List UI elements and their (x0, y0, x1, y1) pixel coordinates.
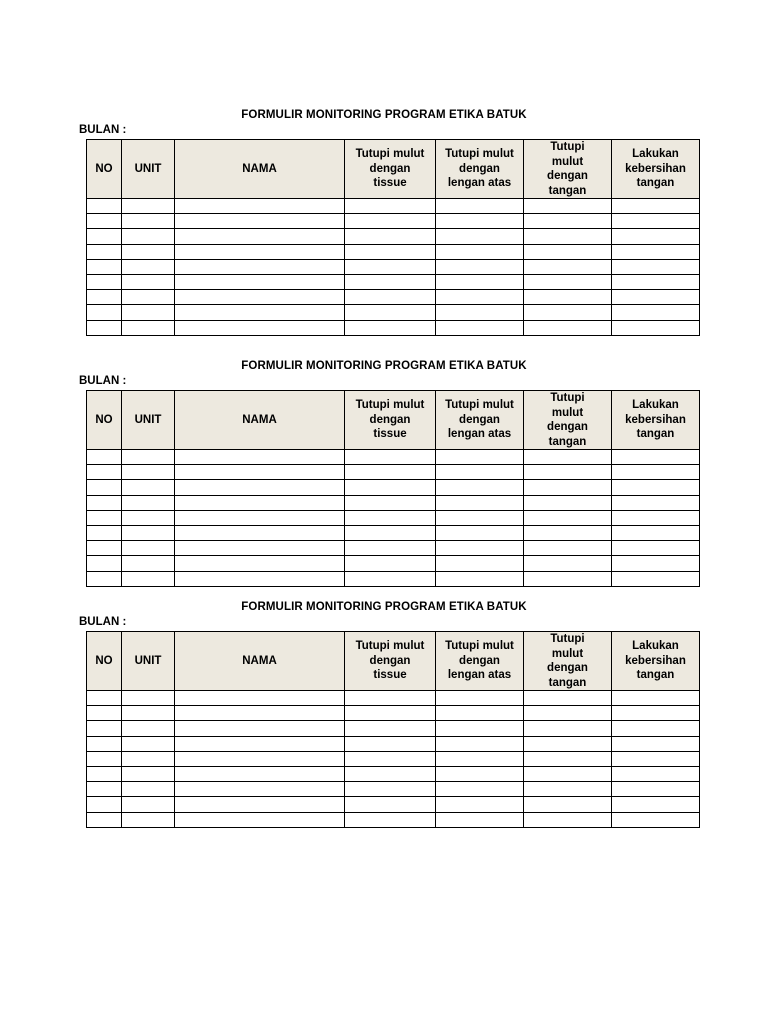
no-cell (87, 797, 122, 812)
table-row (87, 766, 700, 781)
lengan-atas-cell (436, 480, 524, 495)
unit-cell (122, 571, 175, 586)
tangan-cell (524, 782, 612, 797)
unit-cell (122, 691, 175, 706)
tissue-cell (345, 782, 436, 797)
tissue-cell (345, 450, 436, 465)
header-tissue: Tutupi mulut dengan tissue (345, 391, 436, 450)
tangan-cell (524, 556, 612, 571)
tissue-cell (345, 721, 436, 736)
tissue-cell (345, 812, 436, 827)
tissue-cell (345, 571, 436, 586)
header-no: NO (87, 140, 122, 199)
nama-cell (175, 495, 345, 510)
header-kebersihan-tangan: Lakukan kebersihan tangan (612, 140, 700, 199)
no-cell (87, 541, 122, 556)
kebersihan-tangan-cell (612, 571, 700, 586)
lengan-atas-cell (436, 320, 524, 335)
table-row (87, 305, 700, 320)
tissue-cell (345, 556, 436, 571)
no-cell (87, 480, 122, 495)
tangan-cell (524, 199, 612, 214)
unit-cell (122, 766, 175, 781)
tissue-cell (345, 274, 436, 289)
table-header-row (87, 632, 700, 691)
nama-cell (175, 751, 345, 766)
header-lengan-atas: Tutupi mulut dengan lengan atas (436, 632, 524, 691)
no-cell (87, 525, 122, 540)
table-row (87, 199, 700, 214)
tangan-cell (524, 525, 612, 540)
lengan-atas-cell (436, 274, 524, 289)
lengan-atas-cell (436, 465, 524, 480)
unit-cell (122, 495, 175, 510)
lengan-atas-cell (436, 706, 524, 721)
tangan-cell (524, 495, 612, 510)
tissue-cell (345, 229, 436, 244)
no-cell (87, 214, 122, 229)
table-row (87, 782, 700, 797)
nama-cell (175, 736, 345, 751)
unit-cell (122, 305, 175, 320)
kebersihan-tangan-cell (612, 736, 700, 751)
lengan-atas-cell (436, 450, 524, 465)
nama-cell (175, 571, 345, 586)
tissue-cell (345, 480, 436, 495)
header-tangan: Tutupi mulut dengan tangan (524, 391, 612, 450)
tangan-cell (524, 229, 612, 244)
kebersihan-tangan-cell (612, 691, 700, 706)
form-title: FORMULIR MONITORING PROGRAM ETIKA BATUK (241, 601, 527, 613)
lengan-atas-cell (436, 214, 524, 229)
table-row (87, 541, 700, 556)
nama-cell (175, 812, 345, 827)
no-cell (87, 782, 122, 797)
unit-cell (122, 259, 175, 274)
tangan-cell (524, 691, 612, 706)
lengan-atas-cell (436, 305, 524, 320)
no-cell (87, 766, 122, 781)
no-cell (87, 320, 122, 335)
tangan-cell (524, 244, 612, 259)
table-row (87, 274, 700, 289)
nama-cell (175, 320, 345, 335)
month-label: BULAN : (79, 375, 127, 387)
tangan-cell (524, 797, 612, 812)
nama-cell (175, 274, 345, 289)
no-cell (87, 465, 122, 480)
lengan-atas-cell (436, 691, 524, 706)
unit-cell (122, 450, 175, 465)
unit-cell (122, 510, 175, 525)
tangan-cell (524, 751, 612, 766)
tissue-cell (345, 541, 436, 556)
lengan-atas-cell (436, 571, 524, 586)
tissue-cell (345, 706, 436, 721)
unit-cell (122, 199, 175, 214)
tissue-cell (345, 244, 436, 259)
table-row (87, 290, 700, 305)
nama-cell (175, 244, 345, 259)
no-cell (87, 259, 122, 274)
tangan-cell (524, 571, 612, 586)
table-row (87, 721, 700, 736)
table-row (87, 525, 700, 540)
kebersihan-tangan-cell (612, 244, 700, 259)
no-cell (87, 244, 122, 259)
nama-cell (175, 721, 345, 736)
header-nama: NAMA (175, 632, 345, 691)
kebersihan-tangan-cell (612, 320, 700, 335)
kebersihan-tangan-cell (612, 541, 700, 556)
lengan-atas-cell (436, 541, 524, 556)
kebersihan-tangan-cell (612, 274, 700, 289)
header-unit: UNIT (122, 632, 175, 691)
table-row (87, 797, 700, 812)
lengan-atas-cell (436, 766, 524, 781)
no-cell (87, 691, 122, 706)
table-row (87, 450, 700, 465)
header-tissue: Tutupi mulut dengan tissue (345, 632, 436, 691)
nama-cell (175, 450, 345, 465)
header-nama: NAMA (175, 391, 345, 450)
lengan-atas-cell (436, 259, 524, 274)
nama-cell (175, 480, 345, 495)
unit-cell (122, 465, 175, 480)
tangan-cell (524, 766, 612, 781)
table-row (87, 259, 700, 274)
unit-cell (122, 751, 175, 766)
table-row (87, 706, 700, 721)
header-lengan-atas: Tutupi mulut dengan lengan atas (436, 140, 524, 199)
unit-cell (122, 320, 175, 335)
month-label: BULAN : (79, 616, 127, 628)
tangan-cell (524, 465, 612, 480)
tissue-cell (345, 510, 436, 525)
tangan-cell (524, 812, 612, 827)
kebersihan-tangan-cell (612, 305, 700, 320)
kebersihan-tangan-cell (612, 706, 700, 721)
kebersihan-tangan-cell (612, 766, 700, 781)
unit-cell (122, 229, 175, 244)
nama-cell (175, 525, 345, 540)
kebersihan-tangan-cell (612, 214, 700, 229)
monitoring-table (86, 631, 700, 828)
header-unit: UNIT (122, 391, 175, 450)
tangan-cell (524, 721, 612, 736)
table-row (87, 244, 700, 259)
tissue-cell (345, 305, 436, 320)
tangan-cell (524, 450, 612, 465)
tissue-cell (345, 751, 436, 766)
tissue-cell (345, 214, 436, 229)
unit-cell (122, 782, 175, 797)
nama-cell (175, 556, 345, 571)
tangan-cell (524, 706, 612, 721)
lengan-atas-cell (436, 244, 524, 259)
table-row (87, 465, 700, 480)
kebersihan-tangan-cell (612, 751, 700, 766)
nama-cell (175, 766, 345, 781)
table-row (87, 510, 700, 525)
tissue-cell (345, 797, 436, 812)
no-cell (87, 305, 122, 320)
tissue-cell (345, 766, 436, 781)
unit-cell (122, 290, 175, 305)
lengan-atas-cell (436, 510, 524, 525)
kebersihan-tangan-cell (612, 199, 700, 214)
nama-cell (175, 214, 345, 229)
table-row (87, 229, 700, 244)
lengan-atas-cell (436, 721, 524, 736)
tissue-cell (345, 199, 436, 214)
kebersihan-tangan-cell (612, 290, 700, 305)
nama-cell (175, 305, 345, 320)
unit-cell (122, 797, 175, 812)
tissue-cell (345, 691, 436, 706)
unit-cell (122, 214, 175, 229)
nama-cell (175, 691, 345, 706)
no-cell (87, 812, 122, 827)
table-row (87, 495, 700, 510)
kebersihan-tangan-cell (612, 495, 700, 510)
kebersihan-tangan-cell (612, 510, 700, 525)
tangan-cell (524, 274, 612, 289)
tangan-cell (524, 214, 612, 229)
unit-cell (122, 706, 175, 721)
tangan-cell (524, 736, 612, 751)
header-tangan: Tutupi mulut dengan tangan (524, 632, 612, 691)
table-header-row (87, 391, 700, 450)
table-row (87, 751, 700, 766)
no-cell (87, 495, 122, 510)
kebersihan-tangan-cell (612, 229, 700, 244)
no-cell (87, 571, 122, 586)
tangan-cell (524, 541, 612, 556)
no-cell (87, 751, 122, 766)
unit-cell (122, 244, 175, 259)
lengan-atas-cell (436, 782, 524, 797)
tissue-cell (345, 525, 436, 540)
header-kebersihan-tangan: Lakukan kebersihan tangan (612, 632, 700, 691)
nama-cell (175, 706, 345, 721)
tissue-cell (345, 259, 436, 274)
no-cell (87, 736, 122, 751)
lengan-atas-cell (436, 290, 524, 305)
header-no: NO (87, 632, 122, 691)
monitoring-table (86, 390, 700, 587)
lengan-atas-cell (436, 797, 524, 812)
tangan-cell (524, 290, 612, 305)
kebersihan-tangan-cell (612, 782, 700, 797)
kebersihan-tangan-cell (612, 450, 700, 465)
header-tangan: Tutupi mulut dengan tangan (524, 140, 612, 199)
header-unit: UNIT (122, 140, 175, 199)
tangan-cell (524, 480, 612, 495)
form-title: FORMULIR MONITORING PROGRAM ETIKA BATUK (241, 360, 527, 372)
header-nama: NAMA (175, 140, 345, 199)
nama-cell (175, 465, 345, 480)
tissue-cell (345, 290, 436, 305)
month-label: BULAN : (79, 124, 127, 136)
header-lengan-atas: Tutupi mulut dengan lengan atas (436, 391, 524, 450)
kebersihan-tangan-cell (612, 721, 700, 736)
table-row (87, 691, 700, 706)
kebersihan-tangan-cell (612, 465, 700, 480)
no-cell (87, 290, 122, 305)
header-kebersihan-tangan: Lakukan kebersihan tangan (612, 391, 700, 450)
kebersihan-tangan-cell (612, 812, 700, 827)
nama-cell (175, 797, 345, 812)
no-cell (87, 274, 122, 289)
tangan-cell (524, 305, 612, 320)
table-row (87, 320, 700, 335)
lengan-atas-cell (436, 495, 524, 510)
kebersihan-tangan-cell (612, 797, 700, 812)
lengan-atas-cell (436, 751, 524, 766)
header-no: NO (87, 391, 122, 450)
lengan-atas-cell (436, 199, 524, 214)
no-cell (87, 199, 122, 214)
kebersihan-tangan-cell (612, 556, 700, 571)
table-row (87, 736, 700, 751)
form-title: FORMULIR MONITORING PROGRAM ETIKA BATUK (241, 109, 527, 121)
no-cell (87, 229, 122, 244)
lengan-atas-cell (436, 556, 524, 571)
no-cell (87, 706, 122, 721)
tangan-cell (524, 320, 612, 335)
table-row (87, 214, 700, 229)
kebersihan-tangan-cell (612, 259, 700, 274)
nama-cell (175, 199, 345, 214)
nama-cell (175, 541, 345, 556)
monitoring-table (86, 139, 700, 336)
nama-cell (175, 229, 345, 244)
lengan-atas-cell (436, 525, 524, 540)
unit-cell (122, 721, 175, 736)
nama-cell (175, 782, 345, 797)
unit-cell (122, 812, 175, 827)
tissue-cell (345, 465, 436, 480)
table-header-row (87, 140, 700, 199)
table-row (87, 812, 700, 827)
lengan-atas-cell (436, 812, 524, 827)
lengan-atas-cell (436, 229, 524, 244)
tissue-cell (345, 736, 436, 751)
table-row (87, 556, 700, 571)
unit-cell (122, 525, 175, 540)
table-row (87, 480, 700, 495)
no-cell (87, 556, 122, 571)
lengan-atas-cell (436, 736, 524, 751)
kebersihan-tangan-cell (612, 480, 700, 495)
unit-cell (122, 556, 175, 571)
unit-cell (122, 736, 175, 751)
tangan-cell (524, 510, 612, 525)
kebersihan-tangan-cell (612, 525, 700, 540)
header-tissue: Tutupi mulut dengan tissue (345, 140, 436, 199)
unit-cell (122, 480, 175, 495)
tissue-cell (345, 320, 436, 335)
no-cell (87, 721, 122, 736)
unit-cell (122, 274, 175, 289)
tissue-cell (345, 495, 436, 510)
nama-cell (175, 510, 345, 525)
no-cell (87, 510, 122, 525)
nama-cell (175, 259, 345, 274)
tangan-cell (524, 259, 612, 274)
no-cell (87, 450, 122, 465)
unit-cell (122, 541, 175, 556)
nama-cell (175, 290, 345, 305)
table-row (87, 571, 700, 586)
